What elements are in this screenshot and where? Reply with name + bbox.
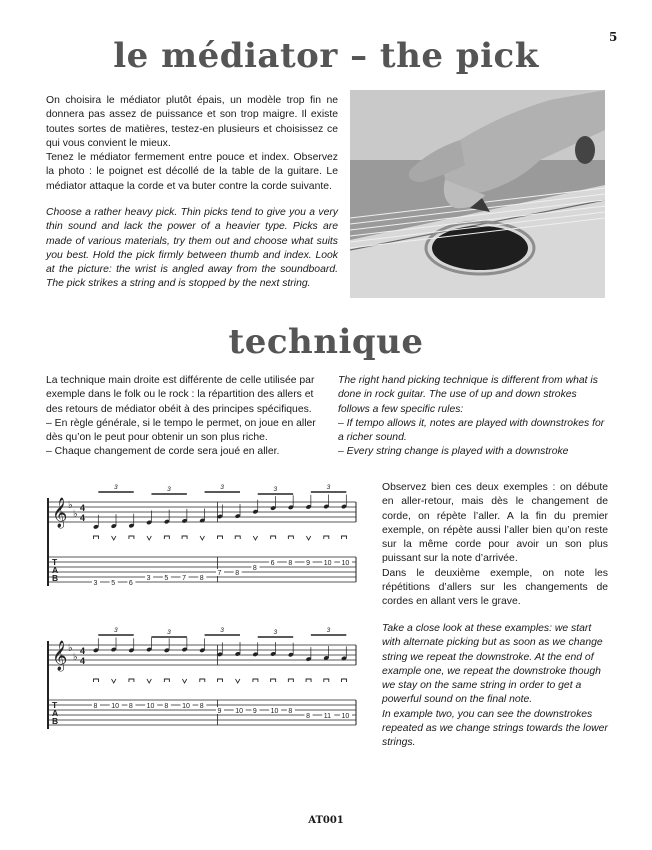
technique-en-intro: The right hand picking technique is different from what is done in rock guitar. The use of up and down strokes follows a few specific rules: (338, 375, 598, 415)
technique-en-rule-2: – Every string change is played with a downstroke (338, 446, 569, 458)
technique-english (338, 374, 610, 460)
tab-clef-letter: A (52, 565, 59, 575)
observation-en-paragraph-2: In example two, you can see the downstrokes repeated as we change strings towards the lower strings. (382, 708, 608, 749)
downstroke-icon (324, 679, 329, 682)
downstroke-icon (288, 536, 293, 539)
tab-fret-number: 8 (235, 570, 240, 577)
triplet-marker: 3 (114, 484, 118, 491)
tab-fret-number: 8 (128, 703, 133, 710)
intro-fr-paragraph-2: Tenez le médiator fermement entre pouce et index. Observez la photo : le poignet est décollé de la table de la guitare. Le médiator attaque la corde et va buter contre la corde suivante. (46, 152, 338, 192)
time-signature-top: 4 (80, 646, 86, 656)
downstroke-icon (94, 679, 99, 682)
tab-fret-number: 9 (306, 560, 310, 567)
flat-sign: ♭ (73, 509, 78, 520)
footer-code: AT001 (308, 815, 344, 826)
tab-fret-number: 8 (199, 703, 204, 710)
flat-sign: ♭ (73, 652, 78, 663)
downstroke-icon (342, 536, 347, 539)
downstroke-icon (271, 536, 276, 539)
tab-fret-number: 10 (146, 703, 155, 710)
observation-english (382, 622, 608, 751)
triplet-marker: 3 (167, 629, 171, 636)
flat-sign: ♭ (68, 643, 73, 654)
downstroke-icon (129, 679, 134, 682)
observation-french (382, 481, 608, 610)
intro-fr-paragraph-1: On choisira le médiator plutôt épais, un modèle trop fin ne donnera pas assez de puissance et son trop maigre. Il existe toutes sortes de matières, testez-en plusieurs et choisissez ce qui vous convient le mieux. (46, 95, 338, 149)
tab-fret-number: 10 (235, 708, 244, 715)
section-title-technique: technique (228, 322, 424, 362)
flat-sign: ♭ (68, 500, 73, 511)
tab-fret-number: 8 (199, 575, 204, 582)
tab-fret-number: 3 (93, 580, 98, 586)
upstroke-icon (236, 679, 240, 683)
downstroke-icon (129, 536, 134, 539)
tab-fret-number: 5 (111, 580, 116, 586)
triplet-marker: 3 (273, 486, 278, 493)
tab-fret-number: 10 (341, 560, 350, 567)
tab-fret-number: 9 (252, 708, 257, 715)
guitar-hand-illustration (350, 90, 605, 298)
downstroke-icon (218, 679, 223, 682)
downstroke-icon (288, 679, 293, 682)
tab-fret-number: 7 (217, 570, 222, 577)
triplet-marker: 3 (220, 484, 224, 491)
intro-french (46, 94, 338, 194)
tab-fret-number: 10 (111, 703, 120, 710)
downstroke-icon (94, 536, 99, 539)
tab-fret-number: 8 (164, 703, 169, 710)
upstroke-icon (182, 679, 186, 683)
tab-fret-number: 11 (323, 713, 332, 720)
music-example-1 (44, 484, 364, 586)
tab-fret-number: 9 (217, 708, 222, 715)
tab-clef-letter: B (52, 716, 59, 726)
upstroke-icon (147, 536, 151, 540)
tab-fret-number: 7 (182, 575, 186, 582)
downstroke-icon (306, 679, 311, 682)
triplet-marker: 3 (167, 486, 171, 493)
time-signature-bottom: 4 (80, 513, 86, 523)
downstroke-icon (271, 679, 276, 682)
page-number: 5 (609, 30, 618, 44)
time-signature-bottom: 4 (80, 656, 86, 666)
upstroke-icon (253, 536, 257, 540)
upstroke-icon (200, 536, 204, 540)
observation-en-paragraph-1: Take a close look at these examples: we start with alternate picking but as soon as we change string we repeat the downstroke. At the end of example one, we repeat the downstroke though we stay on the same string in order to get a powerful sound on the final note. (382, 623, 603, 706)
downstroke-icon (182, 536, 187, 539)
downstroke-icon (235, 536, 240, 539)
intro-english (46, 206, 338, 292)
notation-example-1 (44, 484, 364, 586)
downstroke-icon (200, 679, 205, 682)
tab-fret-number: 5 (164, 575, 169, 582)
tab-clef-letter: T (52, 557, 58, 567)
tab-fret-number: 10 (182, 703, 190, 710)
upstroke-icon (112, 536, 116, 540)
triplet-marker: 3 (220, 627, 224, 634)
triplet-marker: 3 (273, 629, 278, 636)
tab-clef-letter: B (52, 573, 59, 583)
downstroke-icon (342, 679, 347, 682)
triplet-marker: 3 (114, 627, 118, 634)
downstroke-icon (324, 536, 329, 539)
technique-fr-intro: La technique main droite est différente de celle utilisée par exemple dans le folk ou le rock : la répartition des allers et des retours de médiator obéit à des principes spécifiques. (46, 375, 315, 415)
tab-clef-letter: T (52, 700, 58, 710)
treble-clef-icon: 𝄞 (52, 641, 68, 671)
downstroke-icon (164, 679, 169, 682)
technique-en-rule-1: – If tempo allows it, notes are played with downstrokes for a richer sound. (338, 417, 605, 444)
triplet-marker: 3 (326, 627, 331, 634)
pick-hand-photo (350, 90, 605, 298)
time-signature-top: 4 (80, 503, 86, 513)
tab-fret-number: 3 (146, 575, 151, 582)
technique-fr-rule-1: – En règle générale, si le tempo le permet, on joue en aller dès qu’on le peut pour obtenir un son plus riche. (46, 417, 316, 444)
tab-fret-number: 10 (270, 708, 279, 715)
page-title: le médiator – the pick (113, 36, 539, 76)
tab-fret-number: 6 (128, 580, 133, 586)
tab-fret-number: 8 (93, 703, 98, 710)
downstroke-icon (218, 536, 223, 539)
notation-example-2 (44, 625, 364, 743)
triplet-marker: 3 (326, 484, 331, 491)
upstroke-icon (112, 679, 116, 683)
treble-clef-icon: 𝄞 (52, 498, 68, 528)
technique-french (46, 374, 321, 460)
upstroke-icon (147, 679, 151, 683)
tab-fret-number: 8 (252, 565, 257, 572)
upstroke-icon (306, 536, 310, 540)
tab-fret-number: 10 (323, 560, 332, 567)
tab-fret-number: 8 (288, 708, 293, 715)
technique-fr-rule-2: – Chaque changement de corde sera joué en aller. (46, 446, 280, 458)
tab-fret-number: 6 (270, 560, 275, 567)
observation-fr-paragraph-1: Observez bien ces deux exemples : on débute en aller-retour, mais dès le changement de corde, on répète l’aller. A la fin du premier exemple, on répète aussi l’aller bien qu’on reste sur la même corde pour avoir un son plus puissant sur la note d’arrivée. (382, 482, 608, 565)
music-example-2 (44, 625, 364, 743)
downstroke-icon (164, 536, 169, 539)
downstroke-icon (253, 679, 258, 682)
tab-clef-letter: A (52, 708, 59, 718)
tab-fret-number: 8 (306, 713, 310, 720)
tab-fret-number: 10 (341, 713, 350, 720)
tab-fret-number: 8 (288, 560, 293, 567)
intro-en-paragraph: Choose a rather heavy pick. Thin picks tend to give you a very thin sound and lack the power of a heavier type. Picks are made of various materials, try them out and choose what suits you best. Hold the pick firmly between thumb and index. Look at the picture: the wrist is angled away from the soundboard. The pick strikes a string and is stopped by the next string. (46, 207, 338, 290)
observation-fr-paragraph-2: Dans le deuxième exemple, on note les répétitions d’allers sur les changements de cordes en allant vers le grave. (382, 567, 608, 608)
